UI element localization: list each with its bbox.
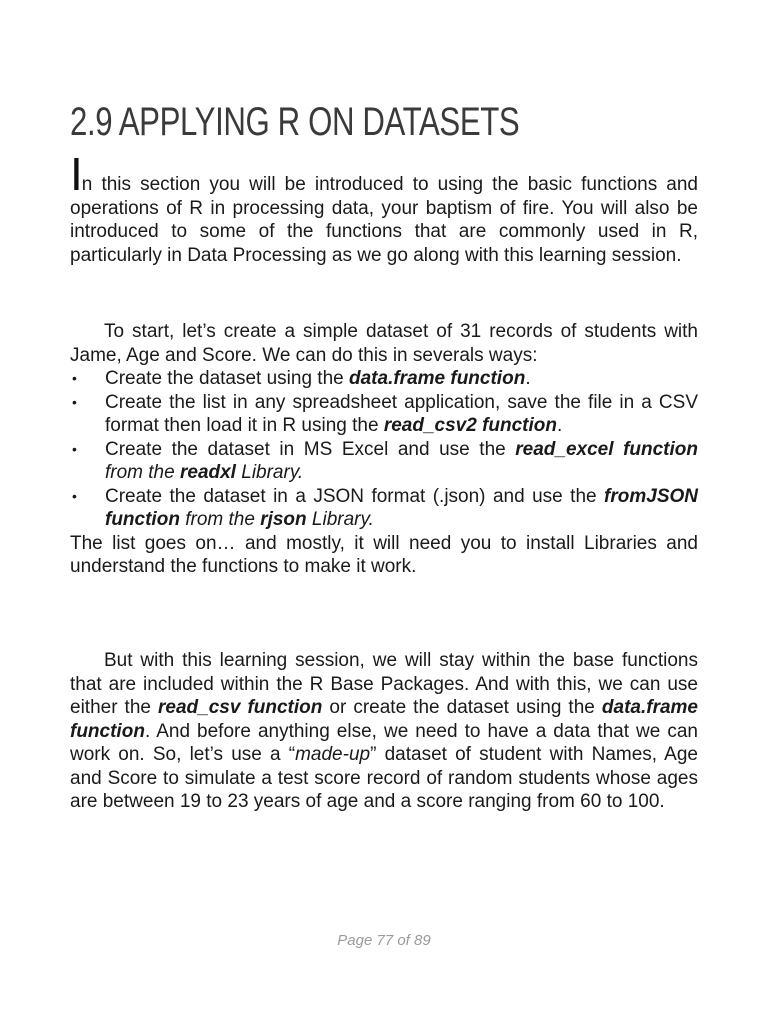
library-name: rjson [260, 509, 307, 530]
bullet-icon: • [72, 370, 77, 386]
methods-block [70, 320, 698, 579]
bullet-icon: • [72, 487, 77, 504]
page-number: Page 77 of 89 [337, 932, 431, 949]
bullet-icon: • [72, 440, 77, 457]
start-paragraph: To start, let’s create a simple dataset of 31 records of students with Jame, Age and Score. We can do this in severals ways: [70, 321, 698, 366]
function-name: data.frame function [349, 368, 526, 389]
intro-paragraph-text: n this section you will be introduced to using the basic functions and operations of R in processing data, your baptism of fire. You will also be introduced to some of the functions that are commonly used in R, particularly in Data Processing as we go along with this learning session. [70, 174, 698, 266]
base-packages-block [70, 649, 698, 814]
base-packages-paragraph: But with this learning session, we will stay within the base functions that are included within the R Base Packages. And with this, we can use either the read_csv function or create the dataset using the data.frame function. And before anything else, we need to have a data that we can work on. So, let’s use a “made-up” dataset of student with Names, Age and Score to simulate a test score record of random students whose ages are between 19 to 23 years of age and a score ranging from 60 to 100. [70, 650, 698, 812]
function-name: data.frame function [70, 697, 698, 742]
intro-paragraph [70, 148, 698, 267]
list-item: • Create the list in any spreadsheet application, save the file in a CSV format then load it in R using the read_csv2 function. [72, 391, 698, 436]
methods-list [70, 367, 698, 532]
list-item: • Create the dataset using the data.frame function. [72, 368, 531, 389]
function-name: fromJSON function [105, 485, 698, 530]
list-goes-on-paragraph: The list goes on… and mostly, it will need you to install Libraries and understand the functions to make it work. [70, 532, 698, 577]
function-name: read_csv function [158, 697, 323, 718]
bullet-icon: • [72, 393, 77, 410]
drop-cap: I [70, 148, 82, 200]
function-name: read_excel function [515, 438, 698, 460]
function-name: read_csv2 function [383, 415, 557, 436]
list-item: • Create the dataset in MS Excel and use the read_excel function from the readxl Library. [72, 438, 698, 483]
section-heading: 2.9 APPLYING R ON DATASETS [70, 100, 520, 144]
library-name: readxl [179, 462, 236, 483]
intro-paragraph-block [70, 148, 698, 267]
list-item: • Create the dataset in a JSON format (.json) and use the fromJSON function from the rjson Library. [72, 485, 698, 530]
